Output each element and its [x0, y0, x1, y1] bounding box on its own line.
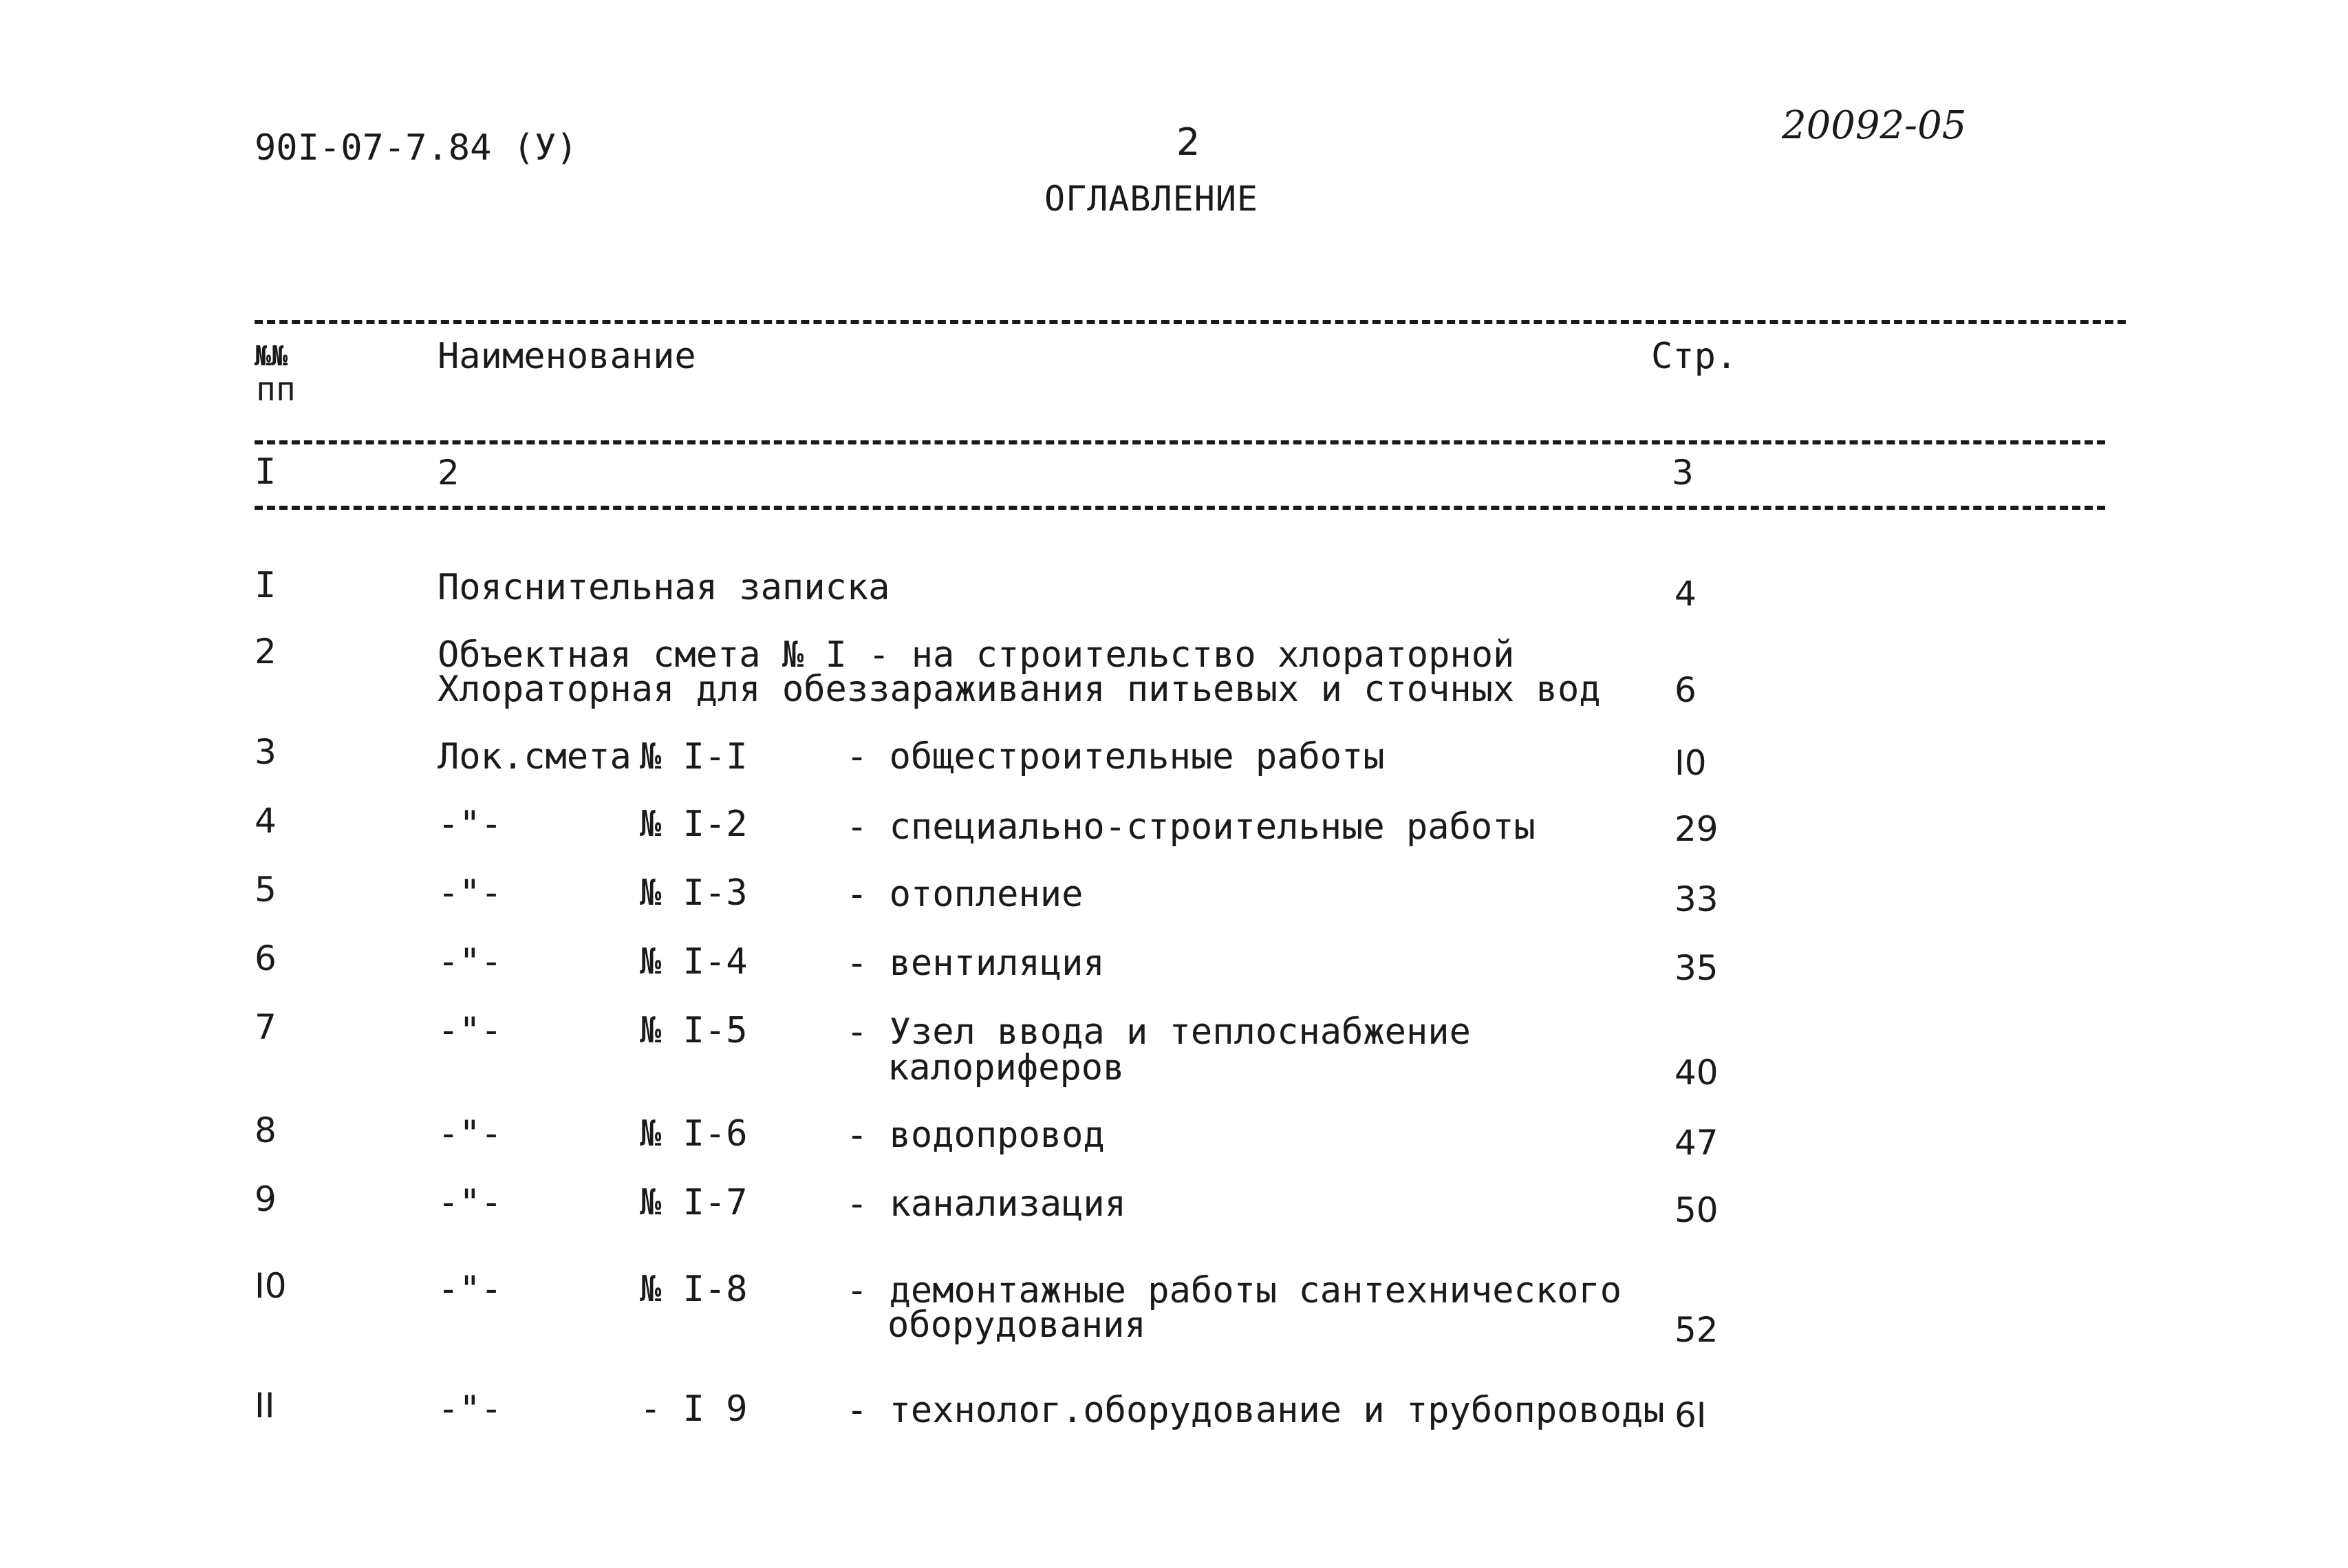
handwritten-number: 20092-05 [1782, 103, 1967, 148]
row-desc: - вентиляция [846, 943, 1105, 984]
row-ref: № I-4 [640, 941, 748, 982]
row-page: 33 [1674, 879, 1719, 919]
row-page: 29 [1674, 809, 1719, 849]
row-prefix: -"- [438, 1388, 502, 1430]
row-num: 3 [255, 732, 277, 772]
row-num: 5 [255, 870, 277, 910]
document-code: 90I-07-7.84 (У) [255, 127, 578, 169]
row-ref: № I-I [640, 736, 748, 777]
row-num: I [255, 565, 277, 606]
row-desc: - водопровод [846, 1115, 1105, 1156]
row-page: 6I [1674, 1395, 1707, 1435]
row-desc: - технолог.оборудование и трубопроводы [846, 1390, 1665, 1431]
row-desc-line2: калориферов [887, 1047, 1125, 1088]
row-num: 2 [255, 632, 277, 672]
row-desc: - специально-строительные работы [846, 806, 1536, 848]
row-page: 47 [1674, 1123, 1719, 1163]
row-prefix: -"- [438, 1113, 502, 1154]
row-page: 4 [1674, 574, 1697, 614]
page-number: 2 [1176, 120, 1200, 164]
column-number-1: I [255, 451, 277, 493]
row-name-line1: Объектная смета № I - на строительство хлораторной [438, 634, 1515, 676]
row-prefix: Лок.смета [438, 736, 632, 777]
row-prefix: -"- [438, 872, 502, 914]
page-title: ОГЛАВЛЕНИЕ [1044, 179, 1259, 219]
row-desc: - общестроительные работы [846, 736, 1385, 777]
row-num: 4 [255, 801, 277, 841]
row-name-line2: Хлораторная для обеззараживания питьевых и сточных вод [438, 669, 1601, 710]
row-num: 6 [255, 938, 277, 978]
row-ref: № I-5 [640, 1010, 748, 1051]
row-prefix: -"- [438, 1182, 502, 1223]
row-desc: - отопление [846, 874, 1084, 915]
row-desc: - Узел ввода и теплоснабжение [846, 1011, 1471, 1053]
row-page: 35 [1674, 948, 1719, 988]
column-number-3: 3 [1672, 453, 1694, 493]
column-number-2: 2 [438, 453, 460, 493]
row-page: 52 [1674, 1310, 1719, 1350]
row-prefix: -"- [438, 1010, 502, 1051]
row-prefix: -"- [438, 1269, 502, 1310]
row-desc-line2: оборудования [887, 1304, 1146, 1346]
row-ref: - I 9 [640, 1388, 748, 1430]
row-prefix: -"- [438, 941, 502, 982]
column-page-label: Стр. [1651, 336, 1738, 377]
row-num: 7 [255, 1007, 277, 1047]
row-page: I0 [1674, 743, 1707, 783]
row-page: 6 [1674, 670, 1697, 710]
row-ref: № I-2 [640, 804, 748, 845]
row-num: 8 [255, 1110, 277, 1150]
row-ref: № I-6 [640, 1113, 748, 1154]
row-desc: - канализация [846, 1183, 1126, 1225]
column-num-label: №№ [255, 341, 288, 372]
row-num: I0 [255, 1266, 287, 1306]
header-bottom-rule [255, 506, 2105, 510]
header-mid-rule [255, 440, 2105, 444]
row-ref: № I-3 [640, 872, 748, 914]
row-num: 9 [255, 1179, 277, 1219]
row-num: II [255, 1386, 275, 1426]
row-ref: № I-8 [640, 1269, 748, 1310]
row-name: Пояснительная записка [438, 567, 890, 608]
column-name-label: Наименование [438, 336, 696, 377]
column-num-label-2: пп [256, 370, 296, 409]
row-prefix: -"- [438, 804, 502, 845]
row-desc: - демонтажные работы сантехнического [846, 1270, 1622, 1311]
row-page: 50 [1674, 1190, 1719, 1230]
table-top-rule [255, 320, 2126, 324]
row-page: 40 [1674, 1053, 1719, 1093]
row-ref: № I-7 [640, 1182, 748, 1223]
